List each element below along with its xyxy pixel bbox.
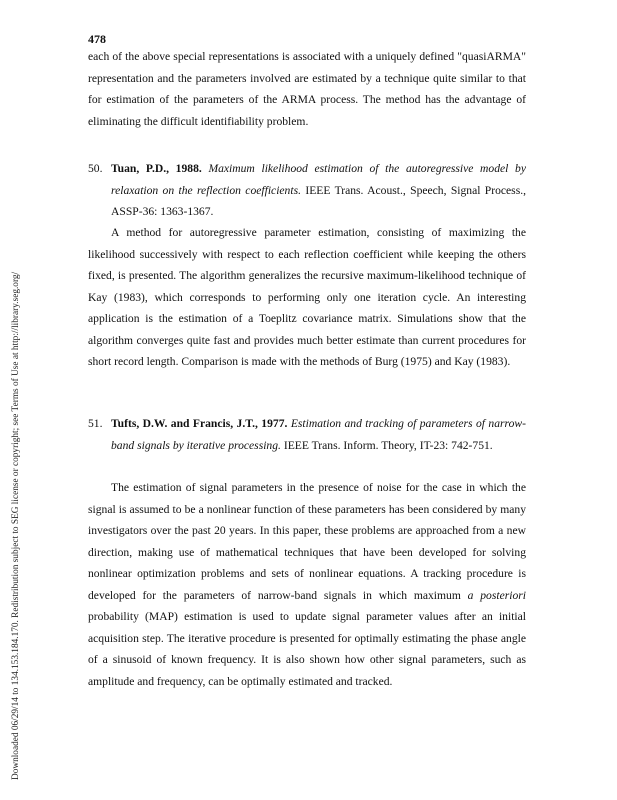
reference-entry-50: [88, 158, 526, 223]
reference-source: IEEE Trans. Inform. Theory, IT-23: 742-751.: [283, 438, 493, 452]
page-number: 478: [88, 32, 106, 46]
reference-authors: Tufts, D.W. and Francis, J.T., 1977.: [111, 417, 288, 430]
abstract-text-part: The estimation of signal parameters in the presence of noise for the case in which the signal is assumed to be a nonlinear function of these parameters has been considered by many investigators over the past 20 years. In this paper, these problems are approached from a new direction, making use of mathematical techniques that have been developed for solving nonlinear optimization problems and sets of nonlinear equations. A tracking procedure is developed for the parameters of narrow-band signals in which maximum: [88, 481, 526, 602]
reference-authors: Tuan, P.D., 1988.: [111, 162, 202, 175]
reference-number: 51.: [88, 417, 103, 430]
reference-title: Maximum likelihood estimation of the autoregressive model by relaxation on the reflection coefficients.: [111, 162, 526, 197]
reference-source: IEEE Trans. Acoust., Speech, Signal Process., ASSP-36: 1363-1367.: [111, 183, 527, 218]
continuation-paragraph: each of the above special representations is associated with a uniquely defined "quasiARMA" representation and the parameters involved are estimated by a technique quite similar to that for estimation of the parameters of the ARMA process. The method has the advantage of eliminating the difficult identifiability problem.: [88, 50, 526, 128]
download-notice: Downloaded 06/29/14 to 134.153.184.170. Redistribution subject to SEG license or copyright; see Terms of Use at http://library.seg.org/: [11, 271, 21, 780]
reference-entry-51: [88, 413, 526, 456]
reference-abstract-51: [88, 477, 526, 692]
reference-abstract-50: A method for autoregressive parameter estimation, consisting of maximizing the likelihood successively with respect to each reflection coefficient while keeping the others fixed, is presented. The algorithm generalizes the recursive maximum-likelihood technique of Kay (1983), which corresponds to performing only one iteration cycle. An interesting application is the estimation of a Toeplitz covariance matrix. Simulations show that the algorithm converges quite fast and provides much better estimate than current procedures for short record length. Comparison is made with the methods of Burg (1975) and Kay (1983).: [88, 226, 526, 368]
abstract-italic-term: a posteriori: [467, 588, 526, 602]
reference-title: Estimation and tracking of parameters of narrow-band signals by iterative processing.: [111, 417, 526, 452]
reference-number: 50.: [88, 162, 103, 175]
abstract-text-part: probability (MAP) estimation is used to update signal parameter values after an initial acquisition step. The iterative procedure is presented for optimally estimating the phase angle of a sinusoid of known frequency. It is also shown how other signal parameters, such as amplitude and frequency, can be optimally estimated and tracked.: [88, 610, 526, 688]
